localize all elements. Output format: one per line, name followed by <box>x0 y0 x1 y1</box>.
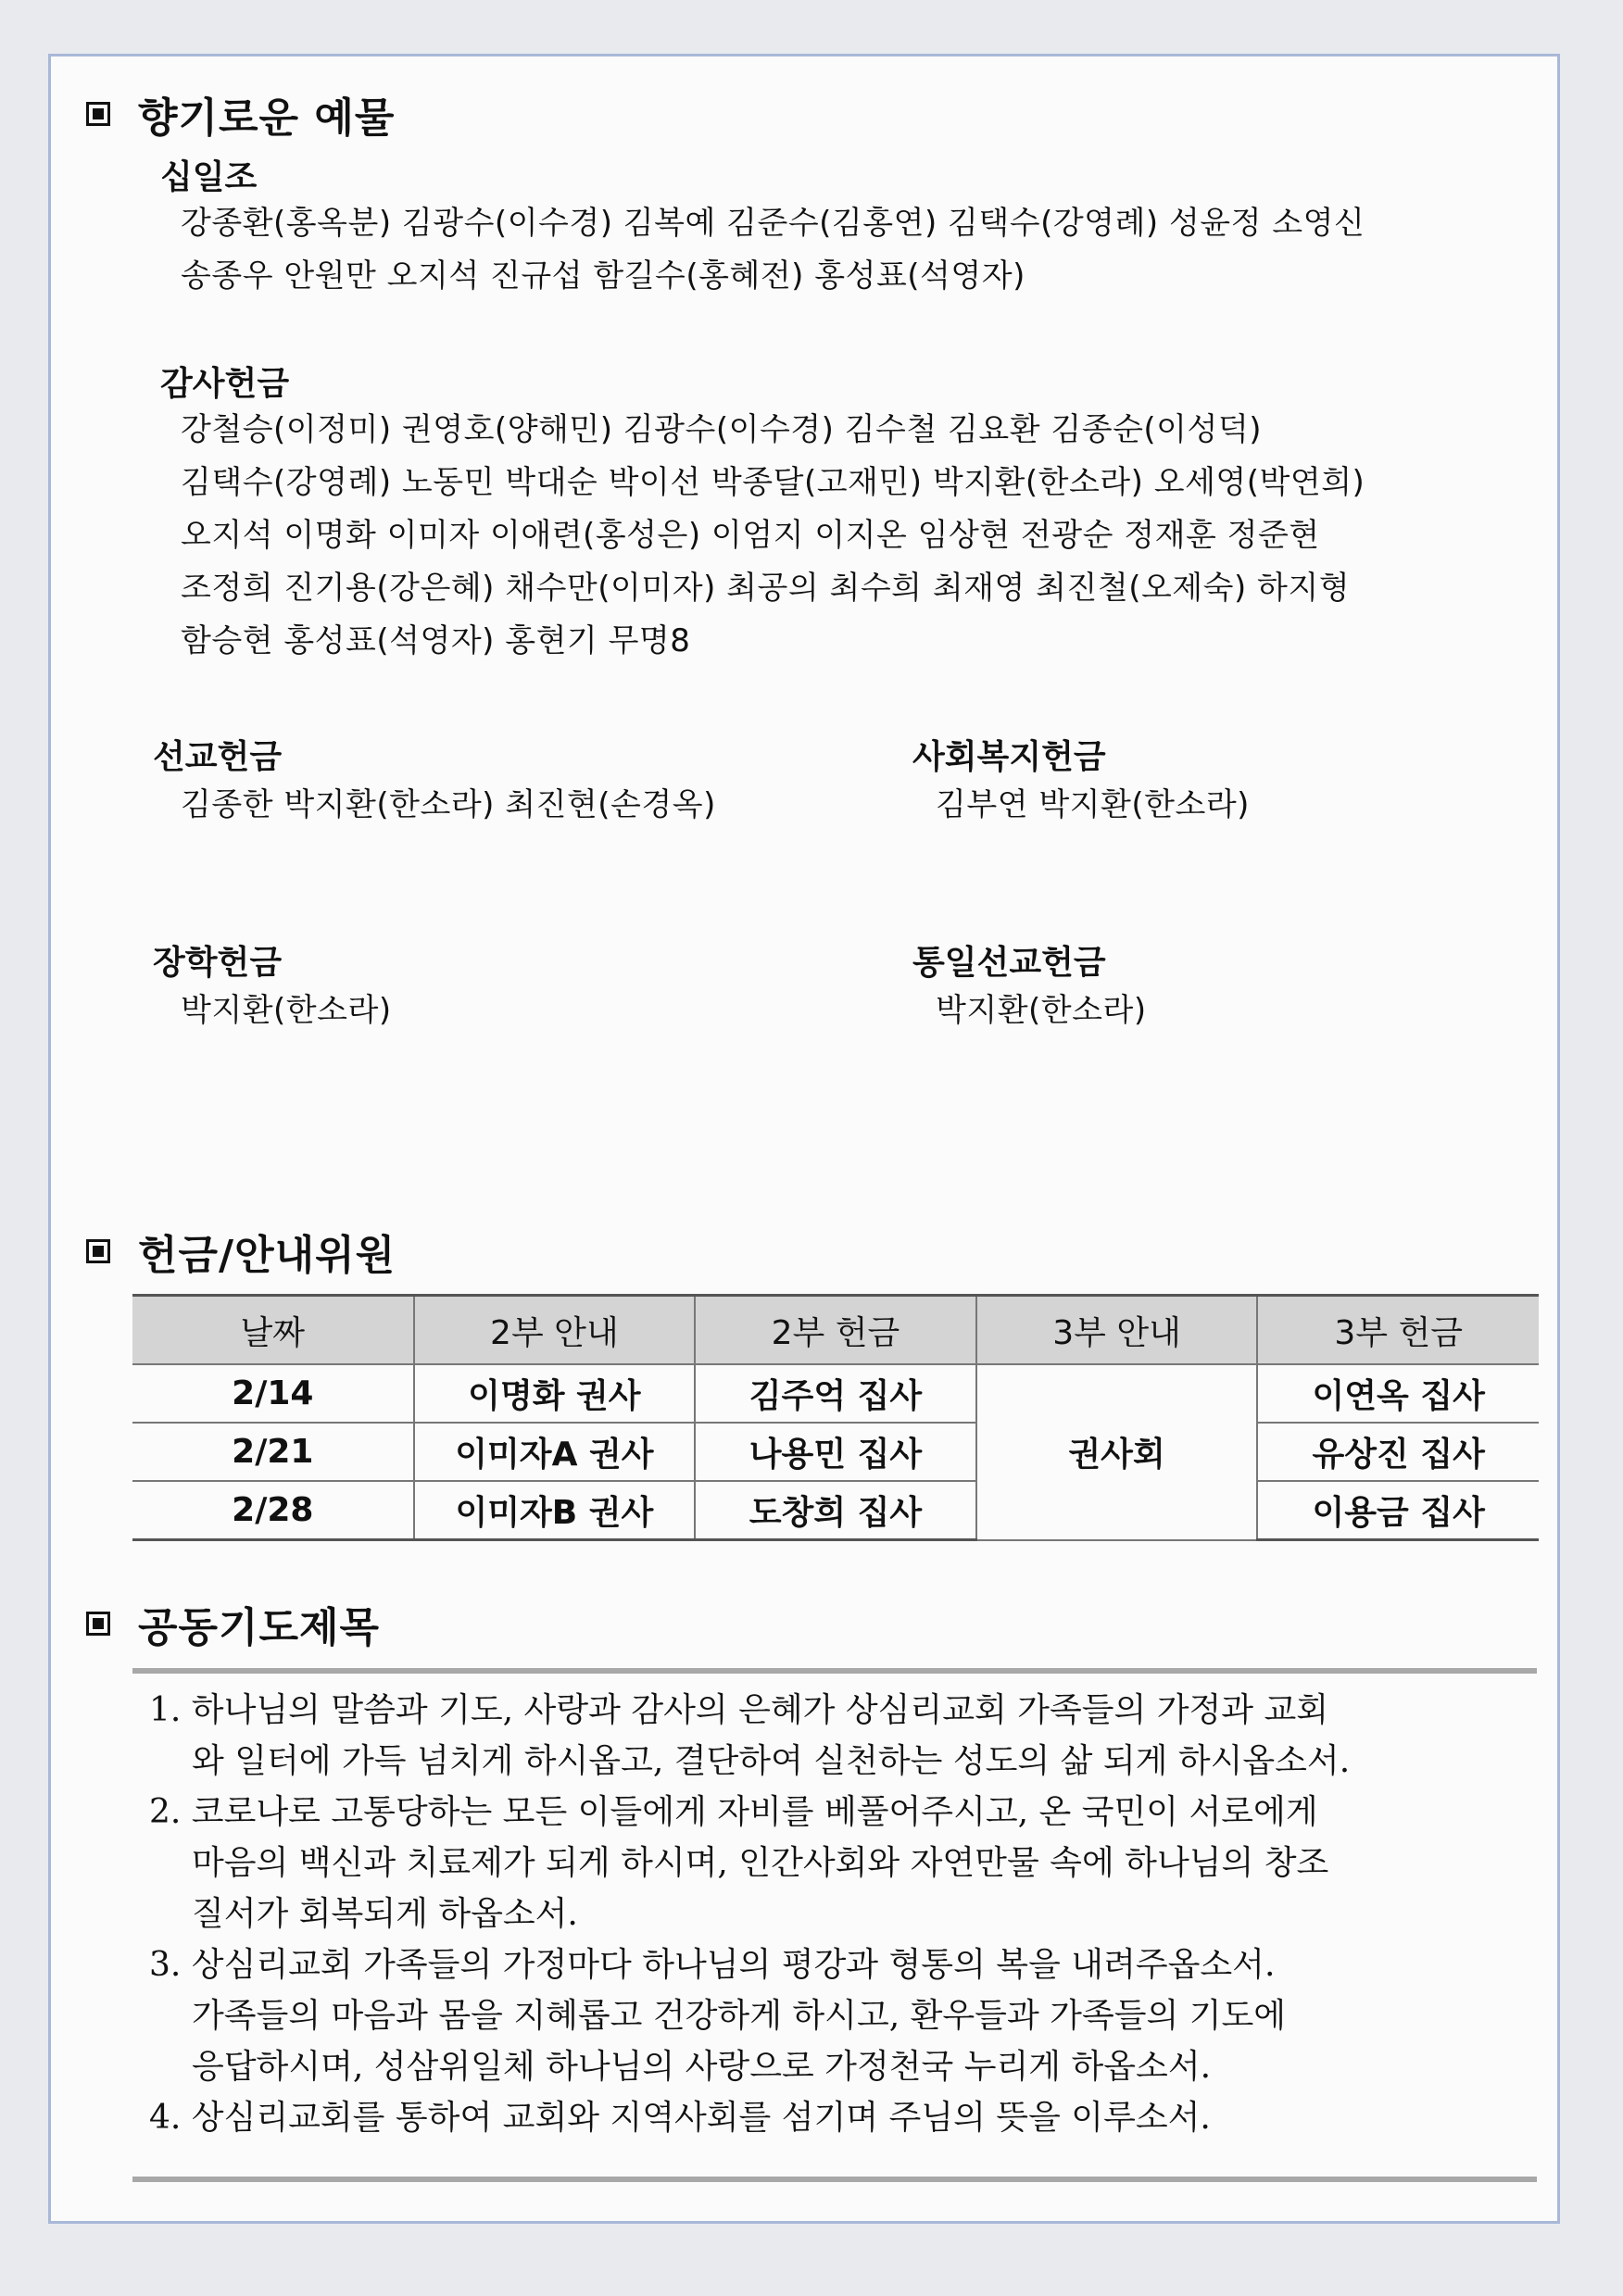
scholarship-title: 장학헌금 <box>153 944 283 982</box>
thanks-line: 오지석 이명화 이미자 이애련(홍성은) 이엄지 이지온 임상현 전광순 정재훈 정준현 <box>181 517 1320 554</box>
prayer-line: 1. 하나님의 말씀과 기도, 사랑과 감사의 은혜가 상심리교회 가족들의 가정과 교회 <box>149 1691 1329 1729</box>
tithe-line: 송종우 안원만 오지석 진규섭 함길수(홍혜전) 홍성표(석영자) <box>181 257 1025 295</box>
offering3-cell: 유상진 집사 <box>1257 1423 1539 1481</box>
guide2-cell: 이미자A 권사 <box>414 1423 696 1481</box>
duty-heading: 헌금/안내위원 <box>86 1222 396 1281</box>
prayer-line: 3. 상심리교회 가족들의 가정마다 하나님의 평강과 형통의 복을 내려주옵소서. <box>149 1946 1276 1984</box>
duty-table-header-row <box>132 1296 1539 1365</box>
tithe-names <box>181 197 1365 303</box>
prayer-item <box>149 2092 1518 2143</box>
prayer-item <box>149 1685 1518 1787</box>
offerings-heading: 향기로운 예물 <box>86 84 395 144</box>
thanks-line: 조정희 진기용(강은혜) 채수만(이미자) 최공의 최수희 최재영 최진철(오제숙) 하지형 <box>181 570 1351 607</box>
date-cell: 2/28 <box>132 1481 414 1540</box>
prayer-line: 질서가 회복되게 하옵소서. <box>192 1895 578 1933</box>
offering3-cell: 이연옥 집사 <box>1257 1364 1539 1423</box>
guide3-merged-cell: 권사회 <box>976 1364 1258 1540</box>
duty-table <box>132 1294 1539 1541</box>
unification-names: 박지환(한소라) <box>936 992 1147 1029</box>
date-cell: 2/14 <box>132 1364 414 1423</box>
unification-title: 통일선교헌금 <box>912 944 1106 982</box>
thanks-title: 감사헌금 <box>160 365 290 403</box>
thanks-line: 강철승(이정미) 권영호(양해민) 김광수(이수경) 김수철 김요환 김종순(이성덕) <box>181 411 1262 448</box>
col-header-guide3: 3부 안내 <box>976 1296 1258 1365</box>
col-header-offering3: 3부 헌금 <box>1257 1296 1539 1365</box>
prayer-line: 가족들의 마음과 몸을 지혜롭고 건강하게 하시고, 환우들과 가족들의 기도에 <box>192 1997 1287 2035</box>
section-square-icon <box>86 1239 110 1263</box>
mission-title: 선교헌금 <box>153 738 283 776</box>
prayer-heading: 공동기도제목 <box>86 1594 380 1653</box>
section-square-icon <box>86 102 110 126</box>
col-header-date: 날짜 <box>132 1296 414 1365</box>
prayer-line: 응답하시며, 성삼위일체 하나님의 사랑으로 가정천국 누리게 하옵소서. <box>192 2048 1212 2086</box>
prayer-line: 와 일터에 가득 넘치게 하시옵고, 결단하여 실천하는 성도의 삶 되게 하시옵소서. <box>192 1742 1351 1780</box>
col-header-guide2: 2부 안내 <box>414 1296 696 1365</box>
table-row <box>132 1364 1539 1423</box>
welfare-names: 김부연 박지환(한소라) <box>936 786 1250 823</box>
prayer-item <box>149 1787 1518 1939</box>
tithe-line: 강종환(홍옥분) 김광수(이수경) 김복예 김준수(김홍연) 김택수(강영례) 성윤정 소영신 <box>181 205 1365 242</box>
thanks-names <box>181 404 1365 668</box>
table-row <box>132 1423 1539 1481</box>
table-row <box>132 1481 1539 1540</box>
prayer-line: 마음의 백신과 치료제가 되게 하시며, 인간사회와 자연만물 속에 하나님의 창조 <box>192 1844 1329 1882</box>
thanks-line: 함승현 홍성표(석영자) 홍현기 무명8 <box>181 622 691 659</box>
prayer-item <box>149 1939 1518 2092</box>
guide2-cell: 이미자B 권사 <box>414 1481 696 1540</box>
offering2-cell: 나용민 집사 <box>695 1423 976 1481</box>
tithe-title: 십일조 <box>160 158 258 196</box>
guide2-cell: 이명화 권사 <box>414 1364 696 1423</box>
prayer-line: 2. 코로나로 고통당하는 모든 이들에게 자비를 베풀어주시고, 온 국민이 서로에게 <box>149 1793 1318 1831</box>
bulletin-page <box>48 54 1560 2224</box>
prayer-list <box>149 1685 1518 2143</box>
welfare-title: 사회복지헌금 <box>912 738 1106 776</box>
offering2-cell: 도창희 집사 <box>695 1481 976 1540</box>
date-cell: 2/21 <box>132 1423 414 1481</box>
offering3-cell: 이용금 집사 <box>1257 1481 1539 1540</box>
scholarship-names: 박지환(한소라) <box>181 992 392 1029</box>
thanks-line: 김택수(강영례) 노동민 박대순 박이선 박종달(고재민) 박지환(한소라) 오세영(박연희) <box>181 464 1365 501</box>
prayer-line: 4. 상심리교회를 통하여 교회와 지역사회를 섬기며 주님의 뜻을 이루소서. <box>149 2099 1211 2137</box>
offering2-cell: 김주억 집사 <box>695 1364 976 1423</box>
section-square-icon <box>86 1612 110 1636</box>
col-header-offering2: 2부 헌금 <box>695 1296 976 1365</box>
mission-names: 김종한 박지환(한소라) 최진현(손경옥) <box>181 786 716 823</box>
prayer-box <box>132 1668 1537 2182</box>
